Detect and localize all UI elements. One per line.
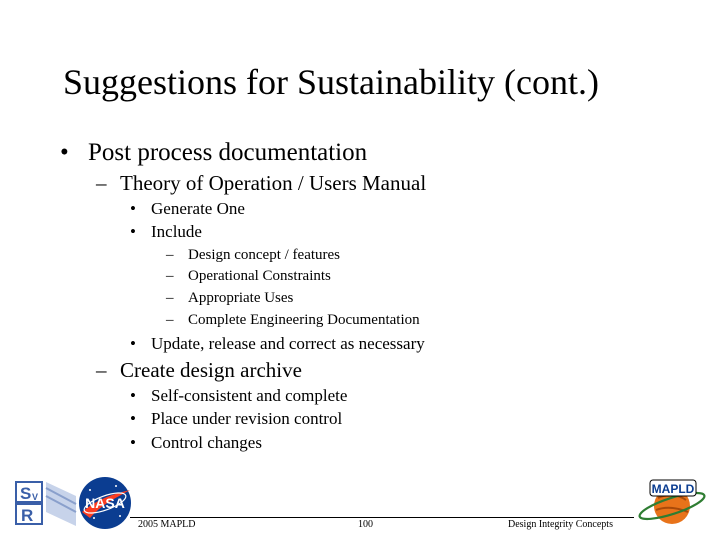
bullet-text: Include [151,222,202,241]
svr-logo-v: V [32,492,39,502]
bullet-marker: • [130,222,136,241]
bullet-marker: – [166,312,174,328]
bullet-text: Control changes [151,433,262,452]
bullet-text: Appropriate Uses [188,290,294,306]
bullet-marker: • [130,433,136,452]
bullet-marker: • [130,199,136,218]
footer-left: 2005 MAPLD [138,519,196,530]
bullet-text: Place under revision control [151,409,343,428]
bullet-text: Update, release and correct as necessary [151,334,425,353]
bullet-marker: • [130,409,136,428]
nasa-star [93,517,95,519]
bullet-marker: – [166,268,174,284]
svr-logo-s: S [20,484,32,503]
bullet-text: Design concept / features [188,247,341,263]
bullet-text: Post process documentation [88,139,368,166]
footer-page-number: 100 [358,519,373,530]
bullet-text: Complete Engineering Documentation [188,312,420,328]
mapld-logo [632,468,712,532]
bullet-text: Operational Constraints [188,268,331,284]
nasa-star [119,515,121,517]
bullet-text: Create design archive [120,358,302,382]
nasa-logo-text: NASA [85,495,125,511]
footer-right: Design Integrity Concepts [508,519,613,530]
bullet-text: Theory of Operation / Users Manual [120,171,427,195]
nasa-star [89,489,91,491]
bullet-marker: – [96,358,107,382]
slide-title: Suggestions for Sustainability (cont.) [63,62,599,102]
bullet-marker: • [60,139,69,166]
bullet-marker: – [166,290,174,306]
bullet-text: Self-consistent and complete [151,386,348,405]
bullet-marker: – [96,171,107,195]
bullet-marker: – [166,247,174,263]
svr-logo [12,478,78,528]
nasa-logo [76,474,134,532]
bullet-text: Generate One [151,199,245,218]
bullet-marker: • [130,334,136,353]
mapld-logo-text: MAPLD [651,482,695,496]
bullet-marker: • [130,386,136,405]
nasa-star [115,485,117,487]
svr-logo-r: R [21,506,34,525]
